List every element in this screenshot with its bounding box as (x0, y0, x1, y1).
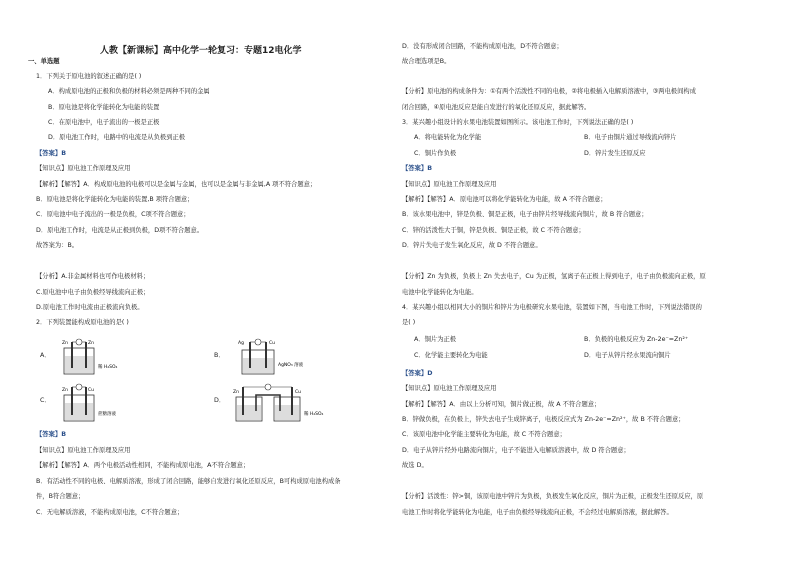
q1-explain: C．原电池中电子流出的一极是负极，C项不符合题意； (36, 211, 190, 218)
q3-knowledge: 【知识点】原电池工作原理及应用 (402, 181, 497, 188)
q4-option: C．化学能主要转化为电能 (414, 352, 488, 359)
q4-answer: 【答案】D (402, 370, 433, 377)
figure-b-label: B． (214, 352, 225, 359)
q2-explain: C．无电解质溶液，不能构成原电池，C不符合题意； (36, 509, 184, 516)
figure-b-electrode-left: Ag (238, 341, 244, 346)
figure-c-electrode-left: Zn (62, 388, 68, 393)
q4-option: B．负极的电极反应为 Zn-2e⁻=Zn²⁺ (584, 336, 689, 343)
cell-diagram-d (228, 381, 338, 425)
q4-explain: 故选 D。 (402, 462, 428, 469)
figure-a-label: A． (40, 352, 51, 359)
q4-explain: 【解析】【解答】A．由以上分析可知，铜片做正极，故 A 不符合题意； (402, 401, 601, 408)
q3-option: D．锌片发生还原反应 (584, 150, 646, 157)
q1-option: A．构成原电池的正极和负极的材料必须是两种不同的金属 (48, 88, 210, 95)
q3-explain: D．锌片失电子发生氧化反应，故 D 不符合题意。 (402, 242, 542, 249)
q2-explain: B．有活动性不同的电极、电解质溶液，形成了闭合回路，能够自发进行氧化还原反应，B可构成原电池构成条 (36, 478, 341, 485)
figure-d-label: D． (214, 397, 226, 404)
figure-a-solution: 稀 H₂SO₄ (98, 365, 118, 370)
figure-c-label: C． (40, 397, 51, 404)
figure-c-electrode-right: Cu (88, 388, 94, 393)
q2-knowledge: 【知识点】原电池工作原理及应用 (36, 447, 131, 454)
q2-explain: 件，B符合题意； (36, 493, 85, 500)
q1-stem: 1．下列关于原电池的叙述正确的是( ) (36, 73, 142, 80)
q1-option: C．在原电池中，电子流出的一极是正极 (48, 119, 160, 126)
q4-option: A．铜片为正极 (414, 336, 457, 343)
q1-explain: 故答案为：B。 (36, 242, 79, 249)
q3-option: A．将电能转化为化学能 (414, 134, 482, 141)
q4-stem: 4．某兴趣小组以相同大小的铜片和锌片为电极研究水果电池，装置如下图，当电池工作时，下列说法错误的 (402, 304, 702, 311)
q3-explain: C．锌的活泼性大于铜，锌是负极、铜是正极，故 C 不符合题意； (402, 227, 585, 234)
q3-analysis: 电池中化学能转化为电能。 (402, 289, 478, 296)
q1-answer: 【答案】B (36, 150, 66, 157)
q3-explain: B．该水果电池中，锌是负极、铜是正极，电子由锌片经导线流向铜片，故 B 符合题意； (402, 211, 648, 218)
q3-explain: 【解析】【解答】A．原电池可以将化学能转化为电能，故 A 不符合题意； (402, 196, 607, 203)
q3-analysis: 【分析】Zn 为负极，负极上 Zn 失去电子，Cu 为正极，氢离子在正极上得到电子，电子由负极流向正极，原 (402, 273, 706, 280)
q2-answer: 【答案】B (36, 431, 66, 438)
q4-explain: D．电子从锌片经外电路流向铜片，电子不能进入电解质溶液中，故 D 符合题意； (402, 447, 630, 454)
page-title: 人教【新课标】高中化学一轮复习：专题12电化学 (100, 46, 302, 56)
q1-explain: D．原电池工作时，电流是从正极到负极，D项不符合题意。 (36, 227, 204, 234)
q4-knowledge: 【知识点】原电池工作原理及应用 (402, 385, 497, 392)
q1-knowledge: 【知识点】原电池工作原理及应用 (36, 165, 131, 172)
q3-answer: 【答案】B (402, 165, 432, 172)
q1-analysis: C.原电池中电子由负极经导线流向正极； (36, 289, 150, 296)
q2-stem: 2．下列装置能构成原电池的是( ) (36, 319, 129, 326)
q4-stem: 是( ) (402, 319, 416, 326)
q3-option: B．电子由铜片通过导线流向锌片 (584, 134, 677, 141)
q2-explain-cont: 故合理选项是B。 (402, 58, 451, 65)
q1-explain: 【解析】【解答】A．构成原电池的电极可以是金属与金属，也可以是金属与非金属,A 项不符合题意； (36, 181, 317, 188)
q1-analysis: D.原电池工作时电流由正极流向负极。 (36, 304, 144, 311)
q1-analysis: 【分析】A.非金属材料也可作电极材料； (36, 273, 150, 280)
q2-analysis: 【分析】原电池的构成条件为：①有两个活泼性不同的电极，②将电极插入电解质溶液中，③两电极间构成 (402, 88, 696, 95)
figure-d-electrode-right: Cu (295, 390, 301, 395)
q4-option: D．电子从锌片经水果流向铜片 (584, 352, 671, 359)
q2-analysis: 闭合回路，④原电池反应是能自发进行的氧化还原反应，据此解答。 (402, 104, 591, 111)
q4-analysis: 电池工作时将化学能转化为电能，电子由负极经导线流向正极，不会经过电解质溶液，据此解答。 (402, 509, 673, 516)
figure-b-solution: AgNO₃ 溶液 (278, 363, 304, 368)
figure-a-electrode-right: Zn (88, 341, 94, 346)
q4-analysis: 【分析】活泼性：锌>铜，该原电池中锌片为负极，负极发生氧化反应，铜片为正极，正极发生还原反应，原 (402, 493, 704, 500)
figure-b-electrode-right: Cu (269, 341, 275, 346)
section-heading: 一、单选题 (28, 58, 60, 65)
q2-explain-cont: D．没有形成闭合回路，不能构成原电池，D不符合题意； (402, 43, 563, 50)
cell-diagram-c (54, 381, 154, 425)
figure-c-solution: 蔗糖溶液 (98, 412, 116, 417)
q4-explain: C．该原电池中化学能主要转化为电能，故 C 不符合题意； (402, 431, 566, 438)
q3-stem: 3．某兴趣小组设计的水果电池装置如图所示。该电池工作时，下列说法正确的是( ) (402, 119, 634, 126)
figure-d-solution: 稀 H₂SO₄ (304, 412, 324, 417)
q2-explain: 【解析】【解答】A．两个电极活动性相同，不能构成原电池，A不符合题意； (36, 462, 250, 469)
q1-option: B．原电池是将化学能转化为电能的装置 (48, 104, 160, 111)
q1-option: D．原电池工作时，电路中的电流是从负极到正极 (48, 134, 186, 141)
q1-explain: B．原电池是将化学能转化为电能的装置,B 项符合题意； (36, 196, 194, 203)
q3-option: C．铜片作负极 (414, 150, 457, 157)
cell-diagram-b (228, 336, 338, 378)
figure-d-electrode-left: Zn (233, 390, 239, 395)
q4-explain: B．锌做负极，在负极上，锌失去电子生成锌离子，电极反应式为 Zn-2e⁻=Zn²⁺，故 B 不符合题意； (402, 416, 685, 423)
cell-diagram-a (54, 336, 154, 378)
figure-a-electrode-left: Zn (62, 341, 68, 346)
